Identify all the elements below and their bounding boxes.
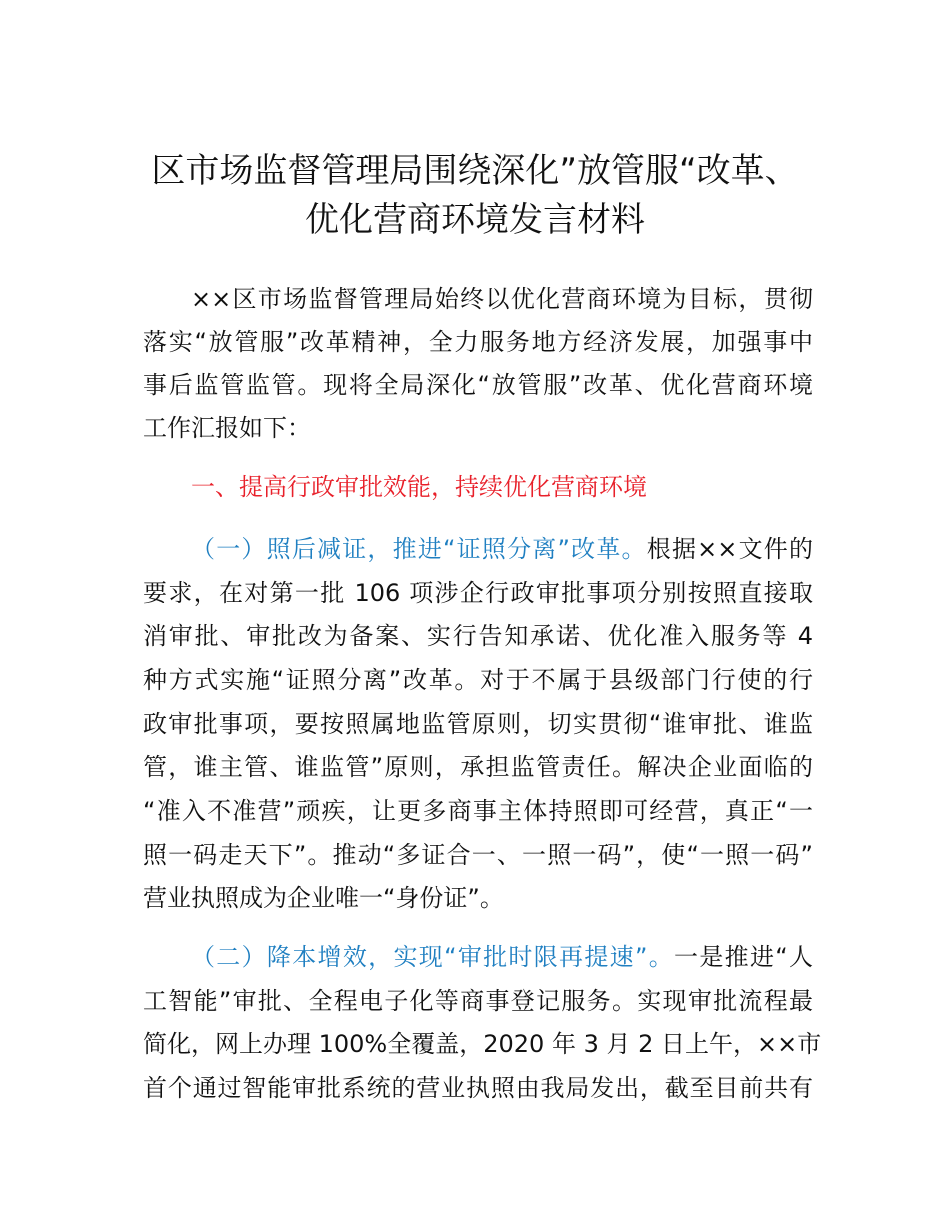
sub-2-first-line	[191, 938, 813, 976]
intro-line-3: 事后监管监管。现将全局深化“放管服”改革、优化营商环境	[143, 371, 813, 399]
intro-line-4: 工作汇报如下：	[143, 414, 311, 442]
intro-line-2: 落实“放管服”改革精神，全力服务地方经济发展，加强事中	[143, 328, 813, 356]
document-title-line-1: 区市场监督管理局围绕深化”放管服“改革、	[151, 151, 799, 191]
sub-1-first-line-rest: 根据××文件的	[646, 535, 813, 563]
sub-1-line-7: “准入不准营”顽疾，让更多商事主体持照即可经营，真正“一	[143, 797, 813, 825]
section-1-heading: 一、提高行政审批效能，持续优化营商环境	[191, 473, 647, 501]
intro-line-1: ××区市场监督管理局始终以优化营商环境为目标，贯彻	[191, 285, 813, 313]
sub-2-line-2: 工智能”审批、全程电子化等商事登记服务。实现审批流程最	[143, 987, 813, 1015]
sub-2-line-3: 简化，网上办理 100%全覆盖，2020 年 3 月 2 日上午，××市	[143, 1030, 822, 1058]
sub-1-line-4: 种方式实施“证照分离”改革。对于不属于县级部门行使的行	[143, 666, 813, 694]
sub-1-line-8: 照一码走天下”。推动“多证合一、一照一码”，使“一照一码”	[143, 841, 813, 869]
sub-2-first-line-rest: 一是推进“人	[674, 943, 814, 971]
sub-1-line-2: 要求，在对第一批 106 项涉企行政审批事项分别按照直接取	[143, 579, 813, 607]
sub-1-line-3: 消审批、审批改为备案、实行告知承诺、优化准入服务等 4	[143, 622, 813, 650]
sub-1-heading: （一）照后减证，推进“证照分离”改革。	[191, 535, 647, 563]
sub-1-line-5: 政审批事项，要按照属地监管原则，切实贯彻“谁审批、谁监	[143, 710, 813, 738]
sub-1-first-line	[191, 530, 813, 568]
sub-1-line-9: 营业执照成为企业唯一“身份证”。	[143, 884, 504, 912]
sub-2-line-4: 首个通过智能审批系统的营业执照由我局发出，截至目前共有	[143, 1074, 813, 1102]
document-title-line-2: 优化营商环境发言材料	[305, 200, 645, 240]
sub-1-line-6: 管，谁主管、谁监管”原则，承担监管责任。解决企业面临的	[143, 753, 813, 781]
sub-2-heading: （二）降本增效，实现“审批时限再提速”。	[191, 943, 675, 971]
